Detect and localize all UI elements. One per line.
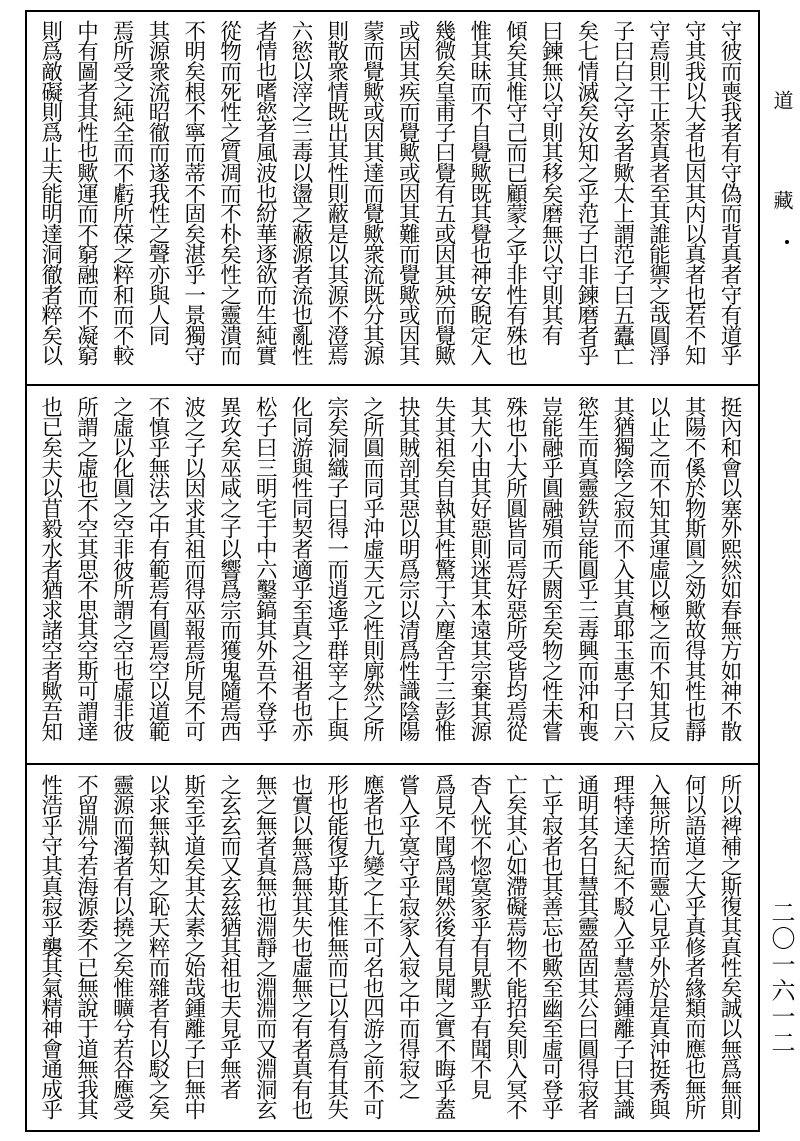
text-column: 也已矣夫以苜毅水者猶求諸空者歟吾知 [37,396,63,742]
text-column: 也實以無爲無其失也虛無之有者真有也 [288,774,313,1120]
text-column: 靈源而濁者有以撓之矣惟曠兮若谷應受 [109,774,135,1120]
text-column: 亡矣其心如滯礙焉物不能招矣則入冥不 [502,774,528,1120]
text-column: 所謂之虛也不空其思不思其空斯可謂達 [73,396,99,742]
text-column: 不明矣根不寧而蒂不固矣湛乎一景獨守 [180,20,206,366]
page-number: 二〇一六一二 [767,900,795,1056]
text-column: 挺內和會以塞外熙然如春無方如神不散 [717,396,742,742]
text-column: 惟其昧而不自覺歟既其覺也神安睨定入 [466,20,492,366]
text-column: 慾生而真靈鉄豈能圓乎三毒興而沖和喪 [574,396,599,742]
text-column: 波之子以因求其祖而得巫報焉所見不可 [180,396,206,742]
page-frame [25,10,760,1132]
text-column: 焉所受之純全而不虧所葆之粹和而不較 [109,20,135,366]
text-column: 何以語道之大乎真修者緣類而應也無所 [681,774,707,1120]
text-column: 以求無執知之恥天粹而雜者有以駁之矣 [145,774,170,1120]
text-column: 亡乎寂者也其善忘也歟至幽至虛可登乎 [538,774,564,1120]
panel-divider [27,384,758,386]
text-column: 所以裨補之斯復其真性矣誠以無爲無則 [717,774,742,1120]
text-column: 則爲敵礙則爲止夫能明達洞徹者粹矣以 [37,20,63,366]
text-column: 異攻矣巫咸之子以響爲宗而獲鬼隨焉西 [216,396,242,742]
text-column: 或因其疾而覺歟或因其難而覺歟或因其 [395,20,421,366]
text-panel-bottom [35,774,750,1124]
text-column: 守其我以大者也因其内以真者也若不知 [681,20,707,366]
text-column: 則散衆情既出其性則蔽是以其源不澄焉 [323,20,349,366]
text-column: 理特達天紀不駁入乎慧焉鍾離子曰其識 [609,774,635,1120]
text-column: 斯至乎道矣其太素之始哉鍾離子曰無中 [180,774,206,1120]
text-column: 子曰白之守玄者歟太上謂范子曰五蠹亡 [609,20,635,366]
text-column: 不留淵兮若海源委不已無說于道無我其 [73,774,99,1120]
text-column: 守焉則干正荼真者至其誰能禦之哉圓淨 [645,20,671,366]
text-panel-top [35,20,750,385]
text-column: 蒙而覺歟或因其達而覺歟衆流既分其源 [359,20,385,366]
text-column: 守彼而喪我者有守偽而背真者守有道乎 [717,20,742,366]
text-column: 通明其名日慧其靈盈固其公曰圓得寂者 [574,774,599,1120]
text-column: 入無所捨而靈心見乎外於是真沖挺秀與 [645,774,671,1120]
text-column: 不慎乎無法之中有範焉有圓焉空以道範 [145,396,170,742]
text-column: 殊也小大所圓皆同焉好惡所受皆均焉從 [502,396,528,742]
text-column: 傾矣其惟守己而已顧蒙之乎非性有殊也 [502,20,528,366]
text-column: 松子曰三明宅于中六鑿鎬其外吾不登乎 [252,396,278,742]
margin-dot [785,240,789,244]
text-column: 應者也九變之上不可名也四游之前不可 [359,774,385,1120]
text-column: 以止之而不知其運虛以極之而不知其反 [645,396,671,742]
columns-bot [35,774,750,1124]
text-column: 其大小由其好惡則迷其本遠其宗棄其源 [466,396,492,742]
text-column: 幾微矣皇甫子曰覺有五或因其殃而覺歟 [431,20,456,366]
text-column: 爲見不聞爲聞然後有見聞之實不晦乎蓋 [431,774,456,1120]
text-column: 矣七情滅矣汝知之乎范子曰非鍊磨者乎 [574,20,599,366]
text-column: 形也能復乎斯其惟無而已以有爲有其失 [323,774,349,1120]
columns-mid [35,396,750,762]
text-column: 抉其賊剖其惡以明爲宗以清爲性識陰陽 [395,396,421,742]
text-column: 之虛以化圓之空非彼所謂之空也虛非彼 [109,396,135,742]
text-column: 其陽不傒於物斯圓之効歟故得其性也靜 [681,396,707,742]
text-column: 杳入恍不惚寞家乎有見默乎有聞不見 [466,774,492,1099]
margin-title-zang: 藏 [770,190,794,210]
text-column: 從物而死性之質凋而不朴矣性之靈潰而 [216,20,242,366]
panel-divider [27,763,758,765]
text-column: 豈能融乎圓融殞而夭閼至矣物之性未嘗 [538,396,564,742]
text-column: 中有圖者其性也歟運而不窮融而不凝窮 [73,20,99,366]
text-column: 之玄玄而又玄兹猶其祖也夫見乎無者 [216,774,242,1099]
text-column: 之所圓而同乎沖虛天元之性則廓然之所 [359,396,385,742]
text-column: 者情也嗜慾者風波也紛華逐欲而生純實 [252,20,278,366]
text-column: 曰鍊無以守則其移矣磨無以守則其有 [538,20,564,345]
text-column: 其源衆流昭徹而遂我性之聲亦與人同 [145,20,170,345]
text-column: 六慾以滓之三毒以盪之蔽源者流也亂性 [288,20,313,366]
columns-top [35,20,750,385]
text-column: 化同游與性同契者適乎至真之祖者也亦 [288,396,313,742]
text-panel-middle [35,396,750,762]
margin-title-dao: 道 [770,90,794,110]
text-column: 嘗入乎寞守乎寂家入寂之中而得寂之 [395,774,421,1099]
text-column: 無之無者真無也淵靜之淵淵而又淵洞玄 [252,774,278,1120]
text-column: 其猶獨陰之寂而不入其真耶玉惠子曰六 [609,396,635,742]
text-column: 失其祖矣自執其性驚于六塵舍于三彭惟 [431,396,456,742]
text-column: 宗矣洞織子曰得一而逍遙乎群宰之上與 [323,396,349,742]
text-column: 性浩乎守其真寂乎襲其氣精神會通成乎 [37,774,63,1120]
